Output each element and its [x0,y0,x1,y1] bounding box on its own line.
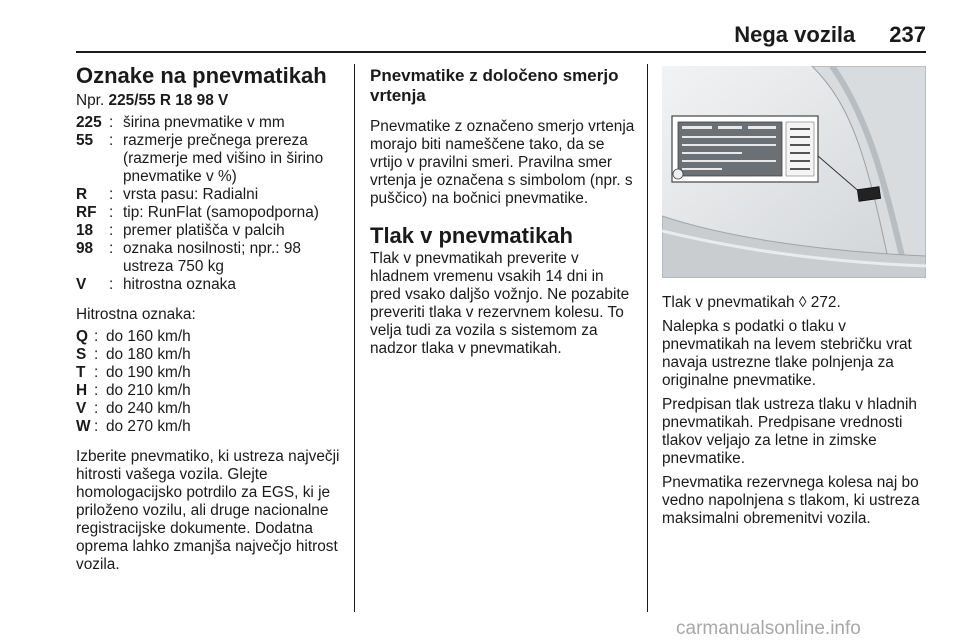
speed-key: S [76,346,87,363]
code-key: RF [76,204,97,221]
speed-code-row: S : do 180 km/h [76,346,348,364]
example-line [76,92,348,110]
code-desc: tip: RunFlat (samopodporna) [123,204,319,221]
tire-code-row: V : hitrostna oznaka [76,276,348,294]
example-prefix: Npr. [76,92,105,109]
code-desc: oznaka nosilnosti; npr.: 98 ustreza 750 kg [123,240,301,275]
tire-code-list [76,114,348,294]
section-title: Nega vozila [734,22,856,47]
cold-pressure-paragraph: Predpisan tlak ustreza tlaku v hladnih pnevmatikah. Predpisane vrednosti tlakov veljajo za letne in zimske pnevmatike. [662,396,917,467]
speed-code-row: H : do 210 km/h [76,382,348,400]
speed-desc: do 190 km/h [106,364,191,381]
speed-desc: do 270 km/h [106,418,191,435]
speed-key: H [76,382,88,399]
code-key: V [76,276,87,293]
example-code: 225/55 R 18 98 V [108,92,229,109]
reference-page: 272. [810,294,841,311]
speed-code-row: T : do 190 km/h [76,364,348,382]
page-reference-icon: ◊ [798,294,807,311]
speed-code-row: W : do 270 km/h [76,418,348,436]
tire-markings-title: Oznake na pnevmatikah [76,63,327,88]
code-key: 18 [76,222,94,239]
speed-advice-paragraph: Izberite pnevmatiko, ki ustreza največji hitrosti vašega vozila. Glejte homologacijsko potrdilo za EGS, ki je priloženo vozilu, ali druge nacionalne registracijske dokumente. Dodatna oprema lahko zmanjša največjo hitrost vozila. [76,448,340,573]
code-key: R [76,186,88,203]
door-pillar-illustration [662,66,926,278]
tire-code-row: RF : tip: RunFlat (samopodporna) [76,204,348,222]
reference-text: Tlak v pnevmatikah [662,294,795,311]
speed-desc: do 180 km/h [106,346,191,363]
header-rule [76,51,926,53]
code-desc: razmerje prečnega prereza (razmerje med višino in širino pnevmatike v %) [123,132,324,185]
tire-code-row: 98 : oznaka nosilnosti; npr.: 98 ustreza 750 kg [76,240,348,276]
tire-code-row: 225 : širina pnevmatike v mm [76,114,348,132]
code-desc: hitrostna oznaka [123,276,236,293]
directional-paragraph: Pnevmatike z označeno smerjo vrtenja morajo biti nameščene tako, da se vrtijo v pravilni smeri. Pravilna smer vrtenja je označena s simbolom (npr. s puščico) na bočnici pnevmatike. [370,118,635,207]
column-tire-markings [76,62,348,574]
code-key: 225 [76,114,102,131]
watermark[interactable]: carmanualsonline.info [676,618,861,639]
column-divider-1 [354,64,355,612]
speed-key: V [76,400,87,417]
column-divider-2 [647,64,648,612]
page-header [76,22,926,48]
column-directional-pressure [370,62,636,358]
tire-code-row: R : vrsta pasu: Radialni [76,186,348,204]
pressure-title: Tlak v pnevmatikah [370,223,573,248]
label-location-paragraph: Nalepka s podatki o tlaku v pnevmatikah na levem stebričku vrat navaja ustrezne tlake polnjenja za originalne pnevmatike. [662,318,912,389]
page-number: 237 [889,22,926,47]
directional-subtitle: Pnevmatike z določeno smerjo vrtenja [370,66,619,105]
tire-code-row: 55 : razmerje prečnega prereza (razmerje med višino in širino pnevmatike v %) [76,132,348,186]
speed-desc: do 210 km/h [106,382,191,399]
code-desc: premer platišča v palcih [123,222,285,239]
speed-key: Q [76,328,88,345]
pressure-reference [662,294,928,312]
code-desc: vrsta pasu: Radialni [123,186,259,203]
code-key: 55 [76,132,94,149]
speed-code-row: V : do 240 km/h [76,400,348,418]
pressure-paragraph: Tlak v pnevmatikah preverite v hladnem vremenu vsakih 14 dni in pred vsako daljšo vožnjo. Ne pozabite preveriti tlaka v rezervnem kolesu. To velja tudi za vozila s sistemom za nadzor tlaka v pnevmatikah. [370,250,630,357]
speed-key: W [76,418,91,435]
code-desc: širina pnevmatike v mm [123,114,285,131]
speed-code-list [76,328,348,436]
door-pillar-drawing [662,66,926,278]
spare-wheel-paragraph: Pnevmatika rezervnega kolesa naj bo vedno napolnjena s tlakom, ki ustreza maksimalni obremenitvi vozila. [662,474,920,527]
speed-code-row: Q : do 160 km/h [76,328,348,346]
speed-desc: do 160 km/h [106,328,191,345]
speed-key: T [76,364,86,381]
speed-heading: Hitrostna oznaka: [76,306,196,323]
column-pressure-label [662,62,928,528]
code-key: 98 [76,240,94,257]
tire-code-row: 18 : premer platišča v palcih [76,222,348,240]
speed-desc: do 240 km/h [106,400,191,417]
